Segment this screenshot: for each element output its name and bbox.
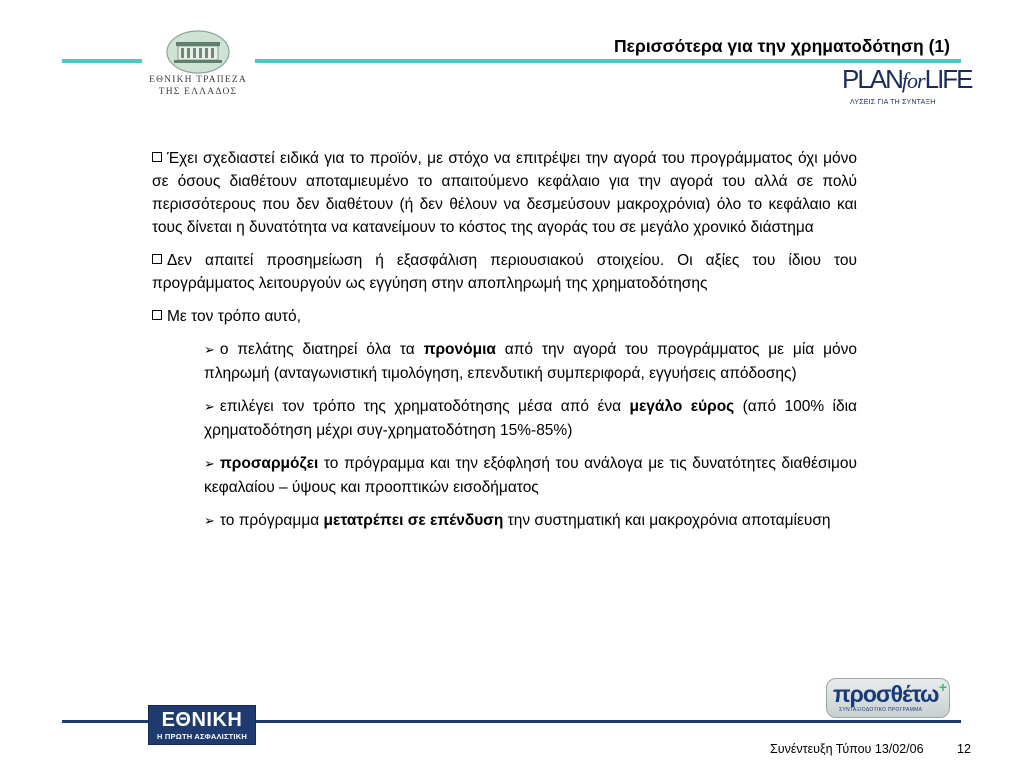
prostheto-subtitle: ΣΥΝΤΑΞΙΟΔΟΤΙΚΟ ΠΡΟΓΡΑΜΜΑ [839, 707, 923, 713]
bank-building-icon [138, 28, 258, 74]
arrow-bullet-icon: ➢ [204, 400, 215, 415]
plan-logo-plan: PLAN [842, 64, 902, 94]
prostheto-word: προσθέτω [833, 681, 939, 707]
sub-4-text-c: την συστηματική και μακροχρόνια αποταμίευση [503, 512, 831, 529]
plan-logo-word [842, 64, 972, 95]
footer-line-left [62, 720, 148, 723]
footer-line-right [255, 720, 961, 723]
sub-2-text-c: (από 100% ίδια χρηματοδότηση μέχρι συγ-χρηματοδότηση 15%-85%) [204, 398, 857, 439]
slide-body [152, 147, 857, 543]
sub-2-text-a: επιλέγει τον τρόπο της χρηματοδότησης μέσα από ένα [219, 398, 630, 415]
footer-press-conference-date: Συνέντευξη Τύπου 13/02/06 [770, 742, 924, 756]
ethniki-logo-name: ΕΘΝΙΚΗ [161, 709, 243, 731]
header-line-right [255, 59, 961, 63]
national-bank-logo [138, 28, 258, 98]
plan-logo-for: for [901, 68, 925, 93]
ethniki-logo-tagline: Η ΠΡΩΤΗ ΑΣΦΑΛΙΣΤΙΚΗ [157, 732, 247, 741]
bullet-paragraph-1 [152, 147, 857, 239]
arrow-bullet-icon: ➢ [204, 514, 215, 529]
bullet-2-text: Δεν απαιτεί προσημείωση ή εξασφάλιση περιουσιακού στοιχείου. Οι αξίες του ίδιου του προγράμματος λειτουργούν ως εγγύηση στην αποπληρωμή της χρηματοδότησης [152, 252, 857, 292]
page-number: 12 [957, 742, 971, 756]
bullet-paragraph-3 [152, 305, 857, 328]
sub-4-text-a: το πρόγραμμα [219, 512, 324, 529]
sub-1-text-a: ο πελάτης διατηρεί όλα τα [219, 341, 424, 358]
bullet-1-text: Έχει σχεδιαστεί ειδικά για το προϊόν, με στόχο να επιτρέψει την αγορά του προγράμματος όχι μόνο σε όσους διαθέτουν αποταμιευμένο το απαιτούμενο κεφάλαιο για την αγορά του αλλά σε πολύ περισσότερους που δεν διαθέτουν (ή δεν θέλουν να δεσμεύσουν μακροχρόνια) όλο το κεφάλαιο και τους δίνεται η δυνατότητα να κατανείμουν το κόστος της αγοράς του σε μεγάλο χρονικό διάστημα [152, 150, 857, 236]
sub-bullet-3 [204, 452, 857, 499]
sub-3-text-bold: προσαρμόζει [219, 455, 319, 472]
plan-logo-life: LIFE [924, 64, 972, 94]
plan-logo-tagline: ΛΥΣΕΙΣ ΓΙΑ ΤΗ ΣΥΝΤΑΞΗ [850, 99, 936, 106]
sub-4-text-bold: μετατρέπει σε επένδυση [323, 512, 504, 529]
plan-for-life-logo [842, 64, 972, 114]
checkbox-bullet-icon [152, 152, 162, 162]
arrow-bullet-icon: ➢ [204, 343, 215, 358]
sub-3-text-c: το πρόγραμμα και την εξόφλησή του ανάλογα με τις δυνατότητες διαθέσιμου κεφαλαίου – ύψους και προοπτικών εισοδήματος [204, 455, 857, 496]
checkbox-bullet-icon [152, 310, 162, 320]
prostheto-logo [826, 678, 950, 718]
sub-1-text-c: από την αγορά του προγράμματος με μία μόνο πληρωμή (ανταγωνιστική τιμολόγηση, επενδυτική συμπεριφορά, εγγυήσεις απόδοσης) [204, 341, 857, 382]
bank-logo-line1: ΕΘΝΙΚΗ ΤΡΑΠΕΖΑ [149, 75, 247, 85]
bullet-paragraph-2 [152, 249, 857, 295]
plus-icon: + [938, 679, 947, 695]
ethniki-insurance-logo [148, 705, 256, 745]
arrow-bullet-icon: ➢ [204, 457, 215, 472]
sub-bullet-1 [204, 338, 857, 385]
slide-title: Περισσότερα για την χρηματοδότηση (1) [614, 36, 950, 56]
checkbox-bullet-icon [152, 254, 162, 264]
bullet-3-text: Με τον τρόπο αυτό, [167, 308, 301, 325]
sub-bullet-2 [204, 395, 857, 442]
header-line-left [62, 59, 142, 63]
sub-bullet-4 [204, 509, 857, 533]
bank-logo-line2: ΤΗΣ ΕΛΛΑΔΟΣ [158, 87, 238, 97]
sub-1-text-bold: προνόμια [423, 341, 496, 358]
sub-2-text-bold: μεγάλο εύρος [629, 398, 735, 415]
